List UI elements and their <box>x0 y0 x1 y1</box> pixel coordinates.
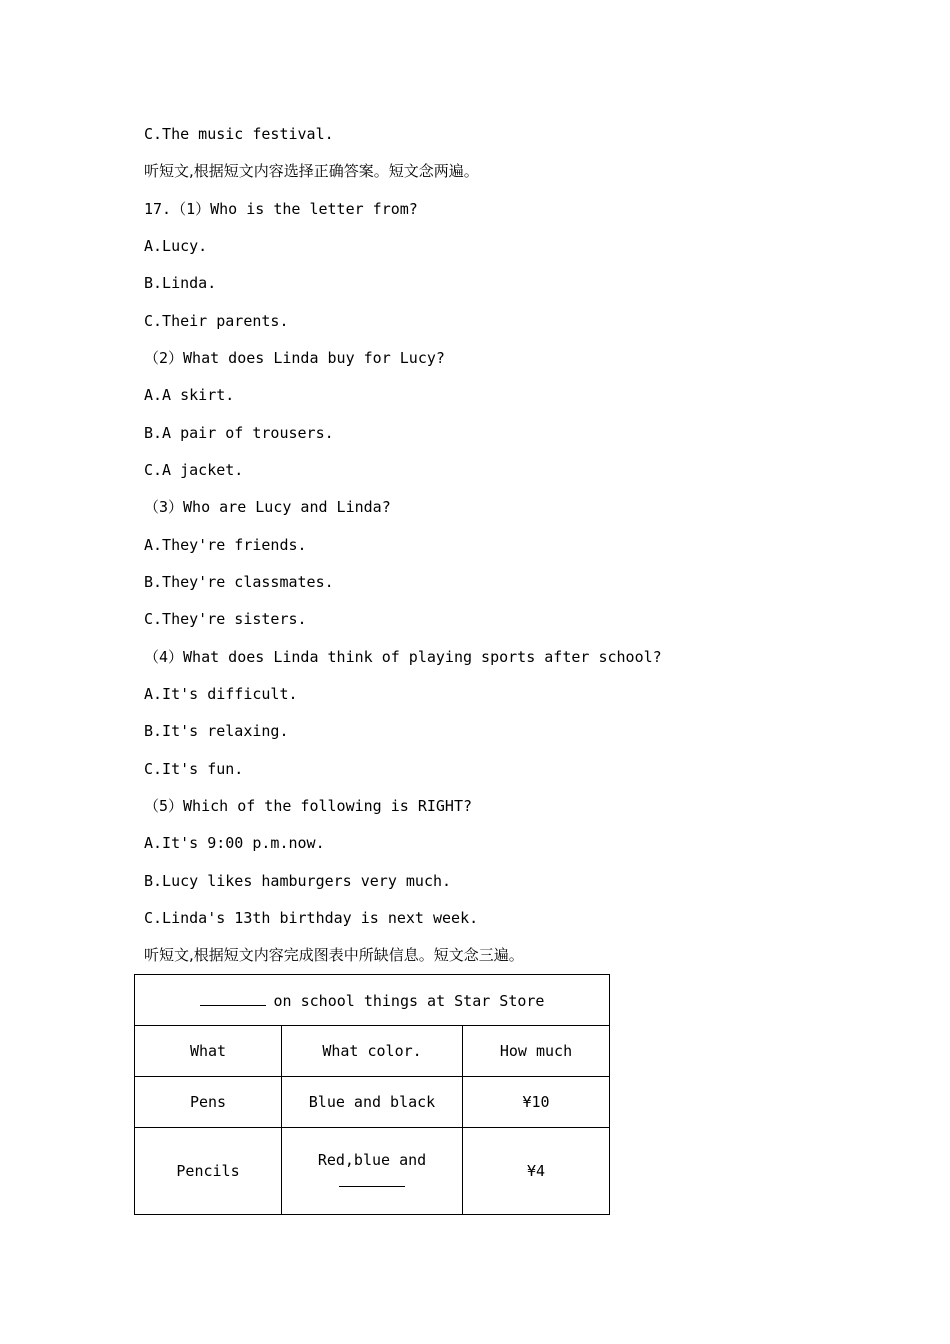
table-row <box>135 1128 610 1215</box>
cell-item: Pens <box>135 1077 282 1128</box>
option-a: A.It's difficult. <box>144 685 298 703</box>
option-c: C.A jacket. <box>144 461 244 479</box>
option-b: B.It's relaxing. <box>144 722 289 740</box>
fill-blank-color[interactable] <box>339 1172 405 1187</box>
option-c: C.Linda's 13th birthday is next week. <box>144 909 479 927</box>
cell-item: Pencils <box>135 1128 282 1215</box>
question-17-5: （5）Which of the following is RIGHT? <box>144 797 473 815</box>
option-a: A.They're friends. <box>144 536 307 554</box>
option-b: B.Linda. <box>144 274 217 292</box>
table-title-text: on school things at Star Store <box>273 991 545 1010</box>
option-b: B.Lucy likes hamburgers very much. <box>144 872 452 890</box>
header-price: How much <box>463 1026 610 1077</box>
cell-color-text: Red,blue and <box>317 1151 427 1169</box>
cell-color: Blue and black <box>282 1077 463 1128</box>
question-17-2: （2）What does Linda buy for Lucy? <box>144 349 445 367</box>
option-b: B.A pair of trousers. <box>144 424 334 442</box>
question-17-1: 17.（1）Who is the letter from? <box>144 200 418 218</box>
option-c: C.It's fun. <box>144 760 244 778</box>
table-row <box>135 1077 610 1128</box>
option-c: C.They're sisters. <box>144 610 307 628</box>
cell-price: ¥10 <box>463 1077 610 1128</box>
question-17-4: （4）What does Linda think of playing sports after school? <box>144 648 662 666</box>
table-title-cell <box>135 975 610 1026</box>
table-title-row <box>135 975 610 1026</box>
option-c: C.Their parents. <box>144 312 289 330</box>
fill-blank-title[interactable] <box>200 991 266 1006</box>
option-a: A.A skirt. <box>144 386 235 404</box>
option-c-music-festival: C.The music festival. <box>144 125 334 143</box>
cell-price: ¥4 <box>463 1128 610 1215</box>
header-color: What color. <box>282 1026 463 1077</box>
section-instruction-two-readings: 听短文,根据短文内容选择正确答案。短文念两遍。 <box>144 162 479 180</box>
section-instruction-three-readings: 听短文,根据短文内容完成图表中所缺信息。短文念三遍。 <box>144 946 524 964</box>
table-header-row <box>135 1026 610 1077</box>
info-table <box>134 974 610 1215</box>
option-b: B.They're classmates. <box>144 573 334 591</box>
option-a: A.It's 9:00 p.m.now. <box>144 834 325 852</box>
header-what: What <box>135 1026 282 1077</box>
question-17-3: （3）Who are Lucy and Linda? <box>144 498 391 516</box>
option-a: A.Lucy. <box>144 237 208 255</box>
cell-color <box>282 1128 463 1215</box>
